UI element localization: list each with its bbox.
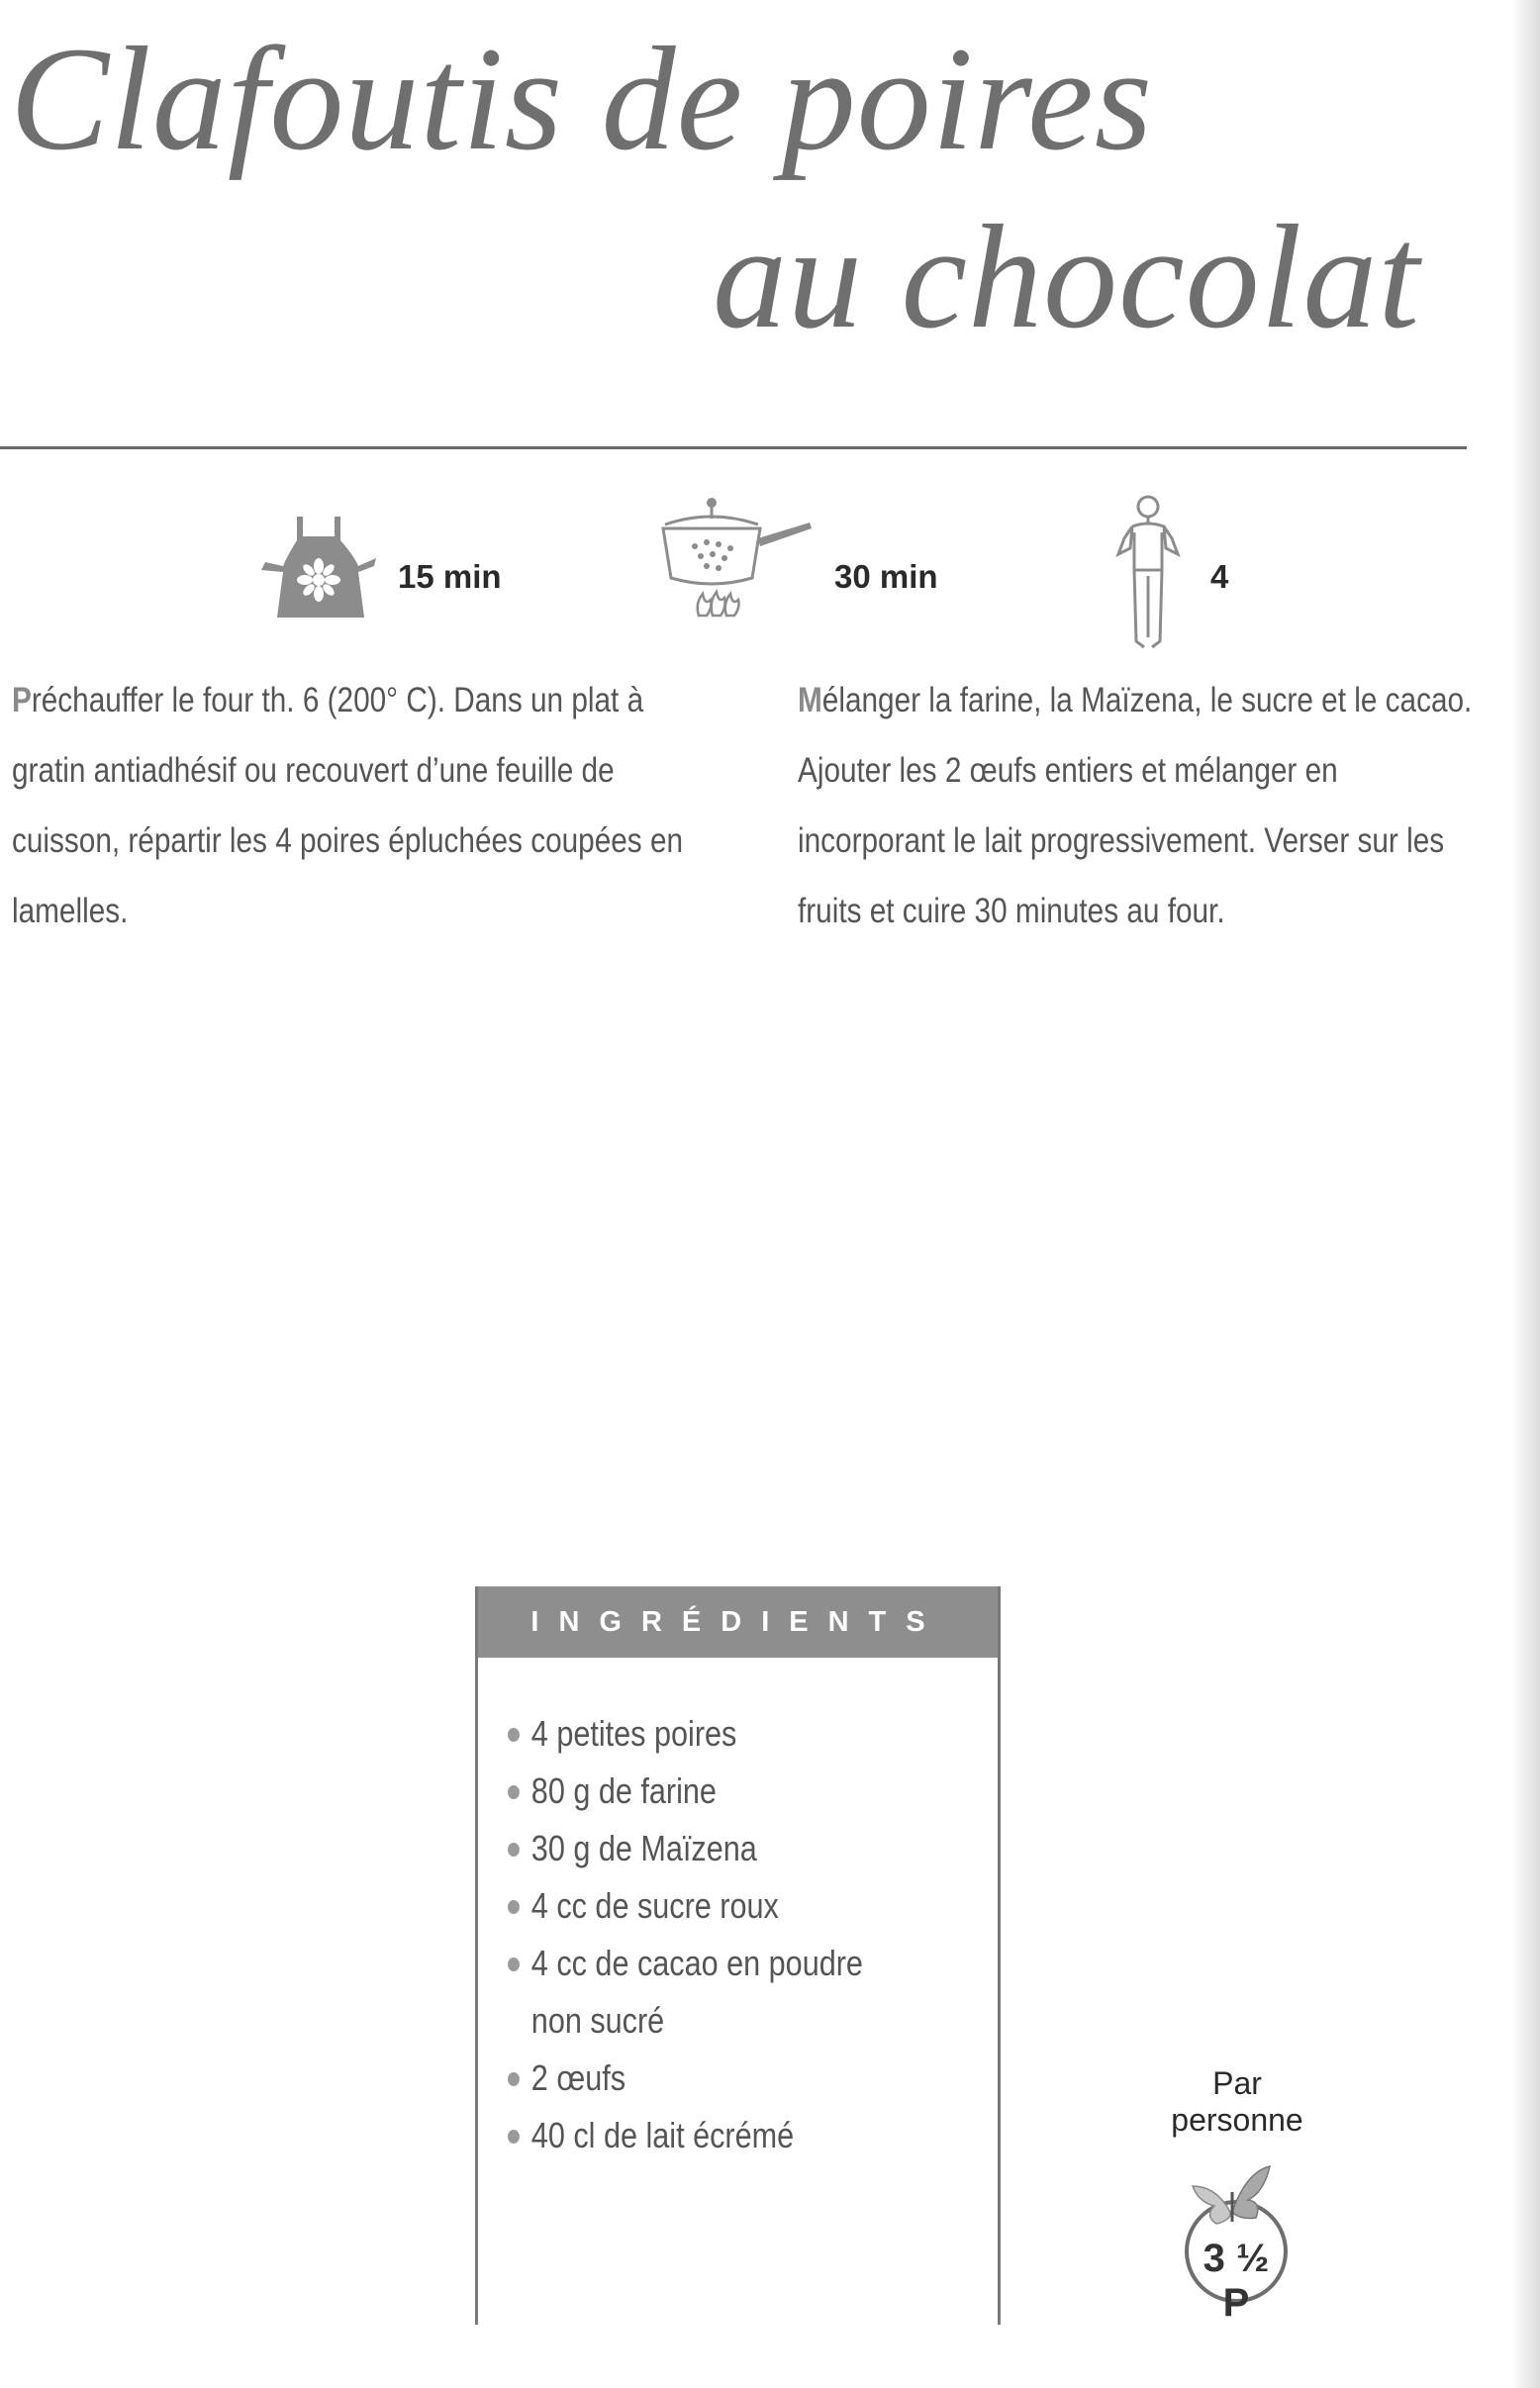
instructions-left — [12, 665, 692, 946]
prep-time: 15 min — [398, 558, 502, 595]
ingredient-text-continued: non sucré — [530, 2000, 665, 2041]
saucepan-icon — [655, 495, 814, 623]
points-label — [1138, 2065, 1336, 2139]
apron-icon — [255, 507, 382, 621]
ingredient-item — [508, 1705, 996, 1763]
ingredient-text: 80 g de farine — [530, 1770, 717, 1811]
ingredient-text: 4 cc de cacao en poudre — [530, 1943, 863, 1983]
ingredient-text: 4 petites poires — [530, 1713, 737, 1754]
ingredient-item — [508, 1877, 996, 1935]
servings: 4 — [1210, 558, 1229, 595]
ingredient-item — [508, 1763, 996, 1820]
page-edge — [1512, 0, 1540, 2388]
points-label-line-1: Par — [1212, 2065, 1262, 2101]
recipe-title-line-1: Clafoutis de poires — [10, 17, 1154, 181]
recipe-title-line-2: au chocolat — [713, 195, 1421, 359]
points-badge — [1165, 2162, 1308, 2325]
ingredient-item — [508, 1935, 996, 2050]
ingredient-text: 4 cc de sucre roux — [530, 1885, 779, 1926]
instructions-right-text: élanger la farine, la Maïzena, le sucre et le cacao. Ajouter les 2 œufs entiers et mélanger en incorporant le lait progressivement. Verser sur les fruits et cuire 30 minutes au four. — [798, 681, 1473, 930]
ingredient-item — [508, 2050, 996, 2107]
butterfly-icon — [1187, 2162, 1276, 2232]
title-divider — [0, 446, 1467, 449]
cook-time: 30 min — [834, 558, 938, 595]
ingredient-text: 40 cl de lait écrémé — [530, 2115, 795, 2155]
ingredient-item — [508, 1820, 996, 1877]
ingredients-list — [508, 1705, 996, 2164]
ingredient-item — [508, 2107, 996, 2164]
instructions-left-text: réchauffer le four th. 6 (200° C). Dans un plat à gratin antiadhésif ou recouvert d’une feuille de cuisson, répartir les 4 poires épluchées coupées en lamelles. — [12, 681, 684, 930]
ingredient-text: 2 œufs — [530, 2057, 626, 2098]
ingredients-header — [478, 1586, 998, 1658]
instructions-right — [798, 665, 1491, 946]
ingredients-title: INGRÉDIENTS — [530, 1605, 945, 1638]
person-icon — [1108, 493, 1188, 656]
points-value: 3 ½ P — [1203, 2237, 1270, 2325]
ingredient-text: 30 g de Maïzena — [530, 1828, 757, 1868]
drop-cap: M — [798, 681, 822, 719]
drop-cap: P — [12, 681, 32, 719]
points-label-line-2: personne — [1171, 2102, 1303, 2138]
ingredients-box — [475, 1586, 1001, 2325]
